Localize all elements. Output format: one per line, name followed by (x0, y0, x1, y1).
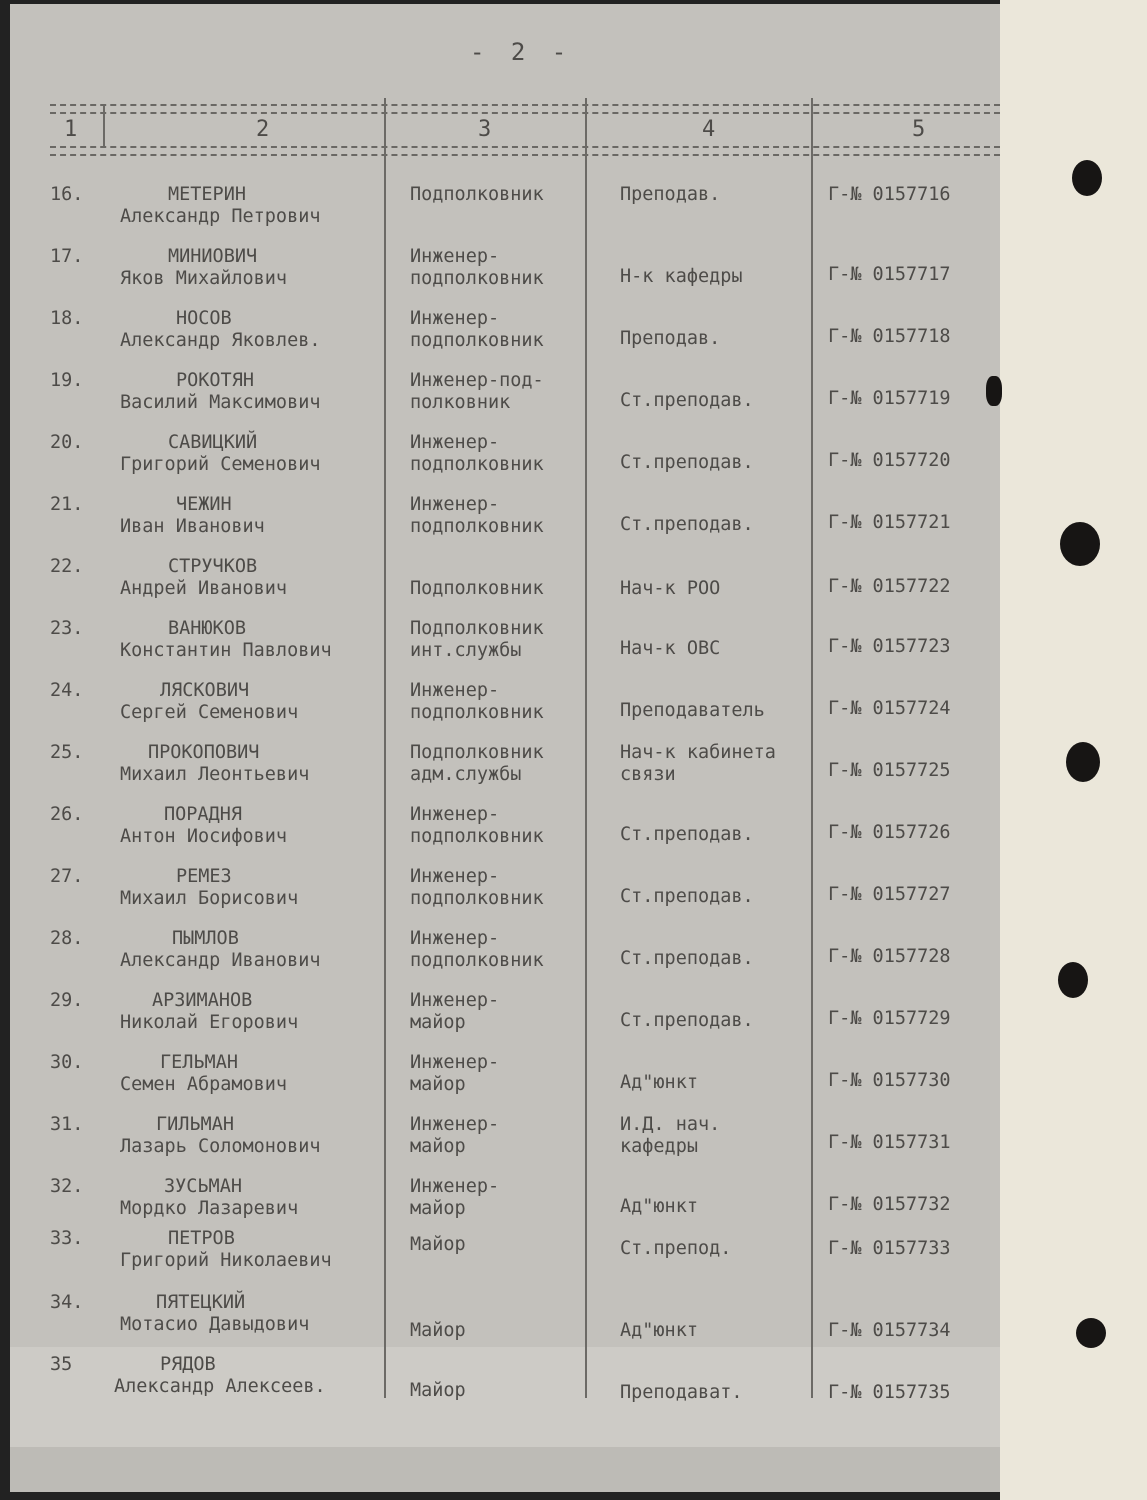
position (620, 328, 720, 350)
table-row (0, 184, 1000, 246)
rank (410, 184, 544, 206)
position (620, 948, 754, 970)
rank-line: Инженер- (410, 804, 500, 825)
person-name (120, 1176, 298, 1220)
column-divider (103, 106, 105, 146)
surname: ПОРАДНЯ (164, 804, 242, 825)
given-name: Александр Иванович (120, 950, 321, 971)
surname: ГИЛЬМАН (156, 1114, 234, 1135)
surname: МИНИОВИЧ (168, 246, 258, 267)
person-name (120, 618, 332, 662)
rank-line: подполковник (410, 950, 544, 971)
certificate-number: Г-№ 0157729 (828, 1008, 951, 1029)
rank-line: Подполковник (410, 184, 544, 205)
rank-line: Инженер- (410, 866, 500, 887)
row-number: 25. (50, 742, 84, 763)
given-name: Андрей Иванович (120, 578, 288, 599)
rank-line: Инженер- (410, 494, 500, 515)
row-number: 23. (50, 618, 84, 639)
certificate-number: Г-№ 0157727 (828, 884, 951, 905)
row-number: 18. (50, 308, 84, 329)
table-row (0, 556, 1000, 618)
surname: ПЕТРОВ (168, 1228, 235, 1249)
rank-line: Инженер- (410, 1114, 500, 1135)
rank (410, 1052, 499, 1096)
rank-line: Инженер- (410, 432, 500, 453)
table-row (0, 494, 1000, 556)
position (620, 742, 776, 786)
person-name (120, 494, 265, 538)
row-number: 27. (50, 866, 84, 887)
position-line: Ст.преподав. (620, 1010, 754, 1031)
given-name: Иван Иванович (120, 516, 265, 537)
given-name: Семен Абрамович (120, 1074, 288, 1095)
certificate-number: Г-№ 0157730 (828, 1070, 951, 1091)
position-line: Ст.преподав. (620, 514, 754, 535)
person-name (120, 928, 320, 972)
certificate-number: Г-№ 0157731 (828, 1132, 951, 1153)
row-number: 17. (50, 246, 84, 267)
rank-line: полковник (410, 392, 511, 413)
rank (410, 578, 544, 600)
position (620, 266, 743, 288)
column-header-4: 4 (702, 117, 716, 142)
position-line: Ст.преподав. (620, 948, 754, 969)
rank-line: инт.службы (410, 640, 522, 661)
row-number: 30. (50, 1052, 84, 1073)
surname: СТРУЧКОВ (168, 556, 258, 577)
position (620, 638, 720, 660)
column-header-5: 5 (912, 117, 926, 142)
certificate-number: Г-№ 0157721 (828, 512, 951, 533)
surname: РОКОТЯН (176, 370, 254, 391)
punch-hole (1072, 160, 1102, 196)
rank-line: подполковник (410, 702, 544, 723)
surname: РЕМЕЗ (176, 866, 232, 887)
rank-line: Инженер-под- (410, 370, 544, 391)
person-name (120, 804, 287, 848)
sheet-bottom-edge (10, 1447, 1002, 1492)
rank (410, 742, 544, 786)
position-line: связи (620, 764, 676, 785)
surname: ВАНЮКОВ (168, 618, 246, 639)
rank-line: адм.службы (410, 764, 522, 785)
table-row (0, 680, 1000, 742)
table-row (0, 742, 1000, 804)
position (620, 390, 754, 412)
position-line: Ад"юнкт (620, 1320, 698, 1341)
surname: РЯДОВ (160, 1354, 216, 1375)
position-line: Ст.преподав. (620, 390, 754, 411)
rank-line: Инженер- (410, 928, 500, 949)
rank-line: майор (410, 1136, 466, 1157)
certificate-number: Г-№ 0157726 (828, 822, 951, 843)
row-number: 32. (50, 1176, 84, 1197)
row-number: 28. (50, 928, 84, 949)
person-name (120, 742, 309, 786)
given-name: Мотасио Давыдович (120, 1314, 310, 1335)
rank-line: подполковник (410, 826, 544, 847)
surname: ГЕЛЬМАН (160, 1052, 238, 1073)
person-name (120, 990, 298, 1034)
given-name: Мордко Лазаревич (120, 1198, 299, 1219)
position-line: Ст.препод. (620, 1238, 732, 1259)
surname: ЛЯСКОВИЧ (160, 680, 250, 701)
rank (410, 1380, 466, 1402)
table-row (0, 1354, 1000, 1416)
table-row (0, 928, 1000, 990)
position-line: Ад"юнкт (620, 1072, 698, 1093)
surname: НОСОВ (176, 308, 232, 329)
rank-line: подполковник (410, 454, 544, 475)
person-name (120, 246, 287, 290)
table-row (0, 246, 1000, 308)
rank-line: Майор (410, 1320, 466, 1341)
surname: САВИЦКИЙ (168, 432, 258, 453)
rank (410, 928, 544, 972)
person-name (120, 680, 298, 724)
position-line: Преподав. (620, 328, 721, 349)
rank-line: майор (410, 1012, 466, 1033)
given-name: Сергей Семенович (120, 702, 299, 723)
position (620, 578, 720, 600)
given-name: Григорий Николаевич (120, 1250, 332, 1271)
person-name (120, 184, 320, 228)
surname: МЕТЕРИН (168, 184, 246, 205)
row-number: 33. (50, 1228, 84, 1249)
position-line: Ст.преподав. (620, 886, 754, 907)
rank (410, 618, 544, 662)
row-number: 22. (50, 556, 84, 577)
position (620, 824, 754, 846)
surname: ПЫМЛОВ (172, 928, 239, 949)
given-name: Михаил Леонтьевич (120, 764, 310, 785)
position (620, 1320, 698, 1342)
given-name: Лазарь Соломонович (120, 1136, 321, 1157)
row-number: 29. (50, 990, 84, 1011)
certificate-number: Г-№ 0157718 (828, 326, 951, 347)
position-line: Н-к кафедры (620, 266, 743, 287)
rank-line: Майор (410, 1380, 466, 1401)
rank (410, 1320, 466, 1342)
rank-line: подполковник (410, 516, 544, 537)
certificate-number: Г-№ 0157733 (828, 1238, 951, 1259)
rank-line: Подполковник (410, 742, 544, 763)
rank-line: подполковник (410, 268, 544, 289)
certificate-number: Г-№ 0157735 (828, 1382, 951, 1403)
rank-line: Инженер- (410, 308, 500, 329)
person-name (120, 1114, 320, 1158)
certificate-number: Г-№ 0157728 (828, 946, 951, 967)
punch-hole (1060, 522, 1100, 566)
surname: ПРОКОПОВИЧ (148, 742, 260, 763)
certificate-number: Г-№ 0157724 (828, 698, 951, 719)
row-number: 19. (50, 370, 84, 391)
row-number: 26. (50, 804, 84, 825)
person-name (120, 1292, 309, 1336)
surname: АРЗИМАНОВ (152, 990, 253, 1011)
table-row (0, 1052, 1000, 1114)
position-line: И.Д. нач. (620, 1114, 721, 1135)
rank-line: Инженер- (410, 246, 500, 267)
position (620, 1072, 698, 1094)
given-name: Михаил Борисович (120, 888, 299, 909)
certificate-number: Г-№ 0157734 (828, 1320, 951, 1341)
position-line: Ст.преподав. (620, 824, 754, 845)
position (620, 1238, 731, 1260)
rank (410, 308, 544, 352)
page-number: - 2 - (470, 38, 573, 66)
surname: ПЯТЕЦКИЙ (156, 1292, 246, 1313)
rank (410, 432, 544, 476)
person-name (120, 866, 298, 910)
given-name: Николай Егорович (120, 1012, 299, 1033)
punch-hole (1058, 962, 1088, 998)
rank-line: Инженер- (410, 1052, 500, 1073)
certificate-number: Г-№ 0157716 (828, 184, 951, 205)
rank-line: Подполковник (410, 618, 544, 639)
position-line: Преподават. (620, 1382, 743, 1403)
given-name: Яков Михайлович (120, 268, 288, 289)
position-line: Преподаватель (620, 700, 765, 721)
given-name: Василий Максимович (120, 392, 321, 413)
binding-strip (1000, 0, 1147, 1500)
position (620, 452, 754, 474)
position-line: Нач-к кабинета (620, 742, 776, 763)
position-line: Нач-к ОВС (620, 638, 721, 659)
table-row (0, 1114, 1000, 1176)
given-name: Александр Алексеев. (114, 1376, 326, 1397)
rank (410, 246, 544, 290)
rank-line: Инженер- (410, 1176, 500, 1197)
position-line: Ст.преподав. (620, 452, 754, 473)
rank-line: майор (410, 1074, 466, 1095)
certificate-number: Г-№ 0157723 (828, 636, 951, 657)
certificate-number: Г-№ 0157725 (828, 760, 951, 781)
rank-line: Подполковник (410, 578, 544, 599)
position-line: Нач-к РОО (620, 578, 721, 599)
table-row (0, 618, 1000, 680)
rank (410, 866, 544, 910)
rank-line: подполковник (410, 330, 544, 351)
punch-hole (1066, 742, 1100, 782)
punch-hole (1076, 1318, 1106, 1348)
table-row (0, 990, 1000, 1052)
certificate-number: Г-№ 0157719 (828, 388, 951, 409)
position (620, 886, 754, 908)
rank-line: Инженер- (410, 990, 500, 1011)
row-number: 31. (50, 1114, 84, 1135)
row-number: 34. (50, 1292, 84, 1313)
row-number: 24. (50, 680, 84, 701)
rank-line: подполковник (410, 888, 544, 909)
table-row (0, 432, 1000, 494)
table-row (0, 308, 1000, 370)
row-number: 20. (50, 432, 84, 453)
person-name (120, 556, 287, 600)
person-name (120, 1052, 287, 1096)
position (620, 184, 720, 206)
given-name: Константин Павлович (120, 640, 332, 661)
certificate-number: Г-№ 0157720 (828, 450, 951, 471)
position (620, 514, 754, 536)
given-name: Александр Яковлев. (120, 330, 321, 351)
position-line: Ад"юнкт (620, 1196, 698, 1217)
rank (410, 680, 544, 724)
given-name: Александр Петрович (120, 206, 321, 227)
column-header-2: 2 (256, 117, 270, 142)
surname: ЗУСЬМАН (164, 1176, 242, 1197)
column-header-1: 1 (64, 117, 78, 142)
certificate-number: Г-№ 0157717 (828, 264, 951, 285)
header-rule-top (50, 104, 1000, 114)
certificate-number: Г-№ 0157732 (828, 1194, 951, 1215)
rank (410, 1114, 499, 1158)
table-row (0, 866, 1000, 928)
position (620, 1114, 720, 1158)
position-line: кафедры (620, 1136, 698, 1157)
rank-line: майор (410, 1198, 466, 1219)
position-line: Преподав. (620, 184, 721, 205)
header-rule-bottom (50, 146, 1000, 156)
table-row (0, 1292, 1000, 1354)
person-name (120, 308, 320, 352)
person-name (120, 370, 320, 414)
certificate-number: Г-№ 0157722 (828, 576, 951, 597)
rank-line: Инженер- (410, 680, 500, 701)
position (620, 1196, 698, 1218)
position (620, 1382, 743, 1404)
column-header-3: 3 (478, 117, 492, 142)
person-name (120, 432, 320, 476)
table-row (0, 804, 1000, 866)
rank (410, 1234, 466, 1256)
surname: ЧЕЖИН (176, 494, 232, 515)
given-name: Григорий Семенович (120, 454, 321, 475)
rank-line: Майор (410, 1234, 466, 1255)
row-number: 35 (50, 1354, 73, 1375)
person-name (120, 1228, 332, 1272)
rank (410, 1176, 499, 1220)
row-number: 21. (50, 494, 84, 515)
row-number: 16. (50, 184, 84, 205)
rank (410, 370, 544, 414)
table-row (0, 370, 1000, 432)
table-row (0, 1228, 1000, 1290)
rank (410, 494, 544, 538)
rank (410, 804, 544, 848)
position (620, 700, 765, 722)
given-name: Антон Иосифович (120, 826, 288, 847)
position (620, 1010, 754, 1032)
rank (410, 990, 499, 1034)
person-name (114, 1354, 326, 1398)
